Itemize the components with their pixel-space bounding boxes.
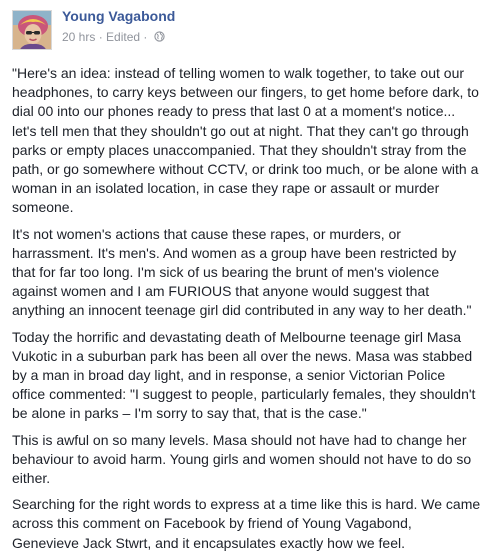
author-name[interactable]: Young Vagabond xyxy=(62,8,176,24)
meta-separator: · xyxy=(98,29,103,44)
edited-link[interactable]: Edited xyxy=(106,29,141,44)
avatar[interactable] xyxy=(12,10,52,50)
post-paragraph: Today the horrific and devastating death of Melbourne teenage girl Masa Vukotic in a suburban park has been all over the news. Masa was stabbed by a man in broad day light, and in response, a senior Victorian Police office commented: "I suggest to people, particularly females, they shouldn't be alone in parks – I'm sorry to say that, that is the case." xyxy=(12,328,476,422)
post-timestamp[interactable]: 20 hrs xyxy=(62,29,96,44)
post-meta xyxy=(62,29,165,44)
post-paragraph: It's not women's actions that cause these rapes, or murders, or harrassment. It's men's. And women as a group have been restricted by that for far too long. I'm sick of us bearing the brunt of men's violence against women and I am FURIOUS that anyone would suggest that anything an innocent teenage girl did contributed in any way to her death." xyxy=(12,225,472,319)
meta-separator: · xyxy=(143,29,148,44)
globe-icon[interactable] xyxy=(154,31,165,42)
post-paragraph: "Here's an idea: instead of telling women to walk together, to take out our headphones, to carry keys between our fingers, to get home before dark, to dial 00 into our phones ready to press that last 0 at a moment's notice... let's tell men that they shouldn't go out at night. That they can't go through parks or empty places unaccompanied. That they shouldn't stray from the path, or go somewhere without CCTV, or drink too much, or be alone with a woman in an isolated location, in case they rape or assault or murder someone. xyxy=(12,65,479,216)
avatar-illustration xyxy=(13,11,52,50)
post-body xyxy=(12,64,482,560)
post-paragraph: Searching for the right words to express at a time like this is hard. We came across this comment on Facebook by friend of Young Vagabond, Genevieve Jack Stwrt, and it encapsulates exactly how we feel. xyxy=(12,496,481,551)
post-paragraph: This is awful on so many levels. Masa should not have had to change her behaviour to avoid harm. Young girls and women should not have to do so either. xyxy=(12,431,472,487)
